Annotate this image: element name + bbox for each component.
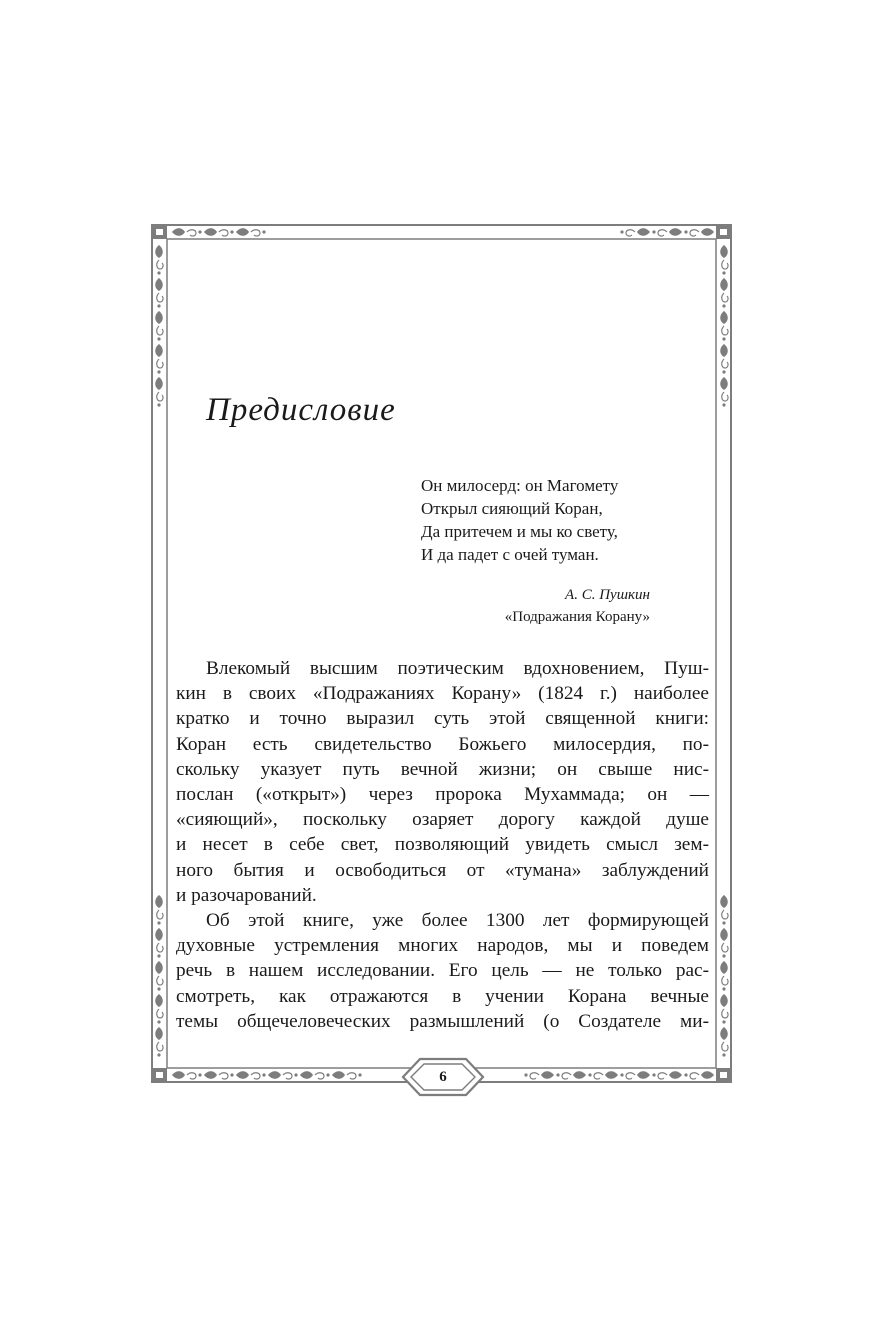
frame-bottom-ornament-left [172,1071,362,1079]
body-line: и несет в себе свет, позволяющий увидеть смысл зем- [176,834,709,856]
body-line: смотреть, как отражаются в учении Корана вечные [176,985,709,1007]
frame-right-ornament [720,245,728,1057]
body-line: послан («открыт») через пророка Мухаммада; он — [176,784,709,806]
body-line: Об этой книге, уже более 1300 лет формирующей [206,910,709,932]
body-line: кин в своих «Подражаниях Корану» (1824 г.) наиболее [176,683,709,705]
body-line: кратко и точно выразил суть этой священной книги: [176,708,709,730]
body-text [176,656,709,1034]
frame-top-ornament-right [620,228,714,236]
body-line: ного бытия и освободиться от «тумана» заблуждений [176,859,709,881]
epigraph-line: Открыл сияющий Коран, [421,499,603,518]
frame-top-ornament-left [172,228,266,236]
epigraph-line: И да падет с очей туман. [421,545,599,564]
body-line: «сияющий», поскольку озаряет дорогу каждой душе [176,809,709,831]
epigraph-verse [421,474,618,566]
body-line: духовные устремления многих народов, мы и поведем [176,935,709,957]
epigraph-source-work: «Подражания Корану» [504,609,650,625]
body-line: скольку указует путь вечной жизни; он свыше нис- [176,758,709,780]
body-line: и разочарований. [176,884,317,906]
epigraph-line: Да притечем и мы ко свету, [421,522,618,541]
page-title: Предисловие [206,392,396,428]
body-line: речь в нашем исследовании. Его цель — не только рас- [176,960,709,982]
frame-bottom-ornament-right [524,1071,714,1079]
body-line: Влекомый высшим поэтическим вдохновением, Пуш- [206,658,709,679]
body-line: темы общечеловеческих размышлений (о Создателе ми- [176,1010,709,1032]
epigraph-line: Он милосерд: он Магомету [421,476,619,495]
epigraph-author: А. С. Пушкин [565,587,650,603]
body-line: Коран есть свидетельство Божьего милосердия, по- [176,733,709,755]
epigraph-attribution [505,584,650,628]
frame-left-ornament [155,245,163,1057]
page-number: 6 [439,1069,447,1085]
